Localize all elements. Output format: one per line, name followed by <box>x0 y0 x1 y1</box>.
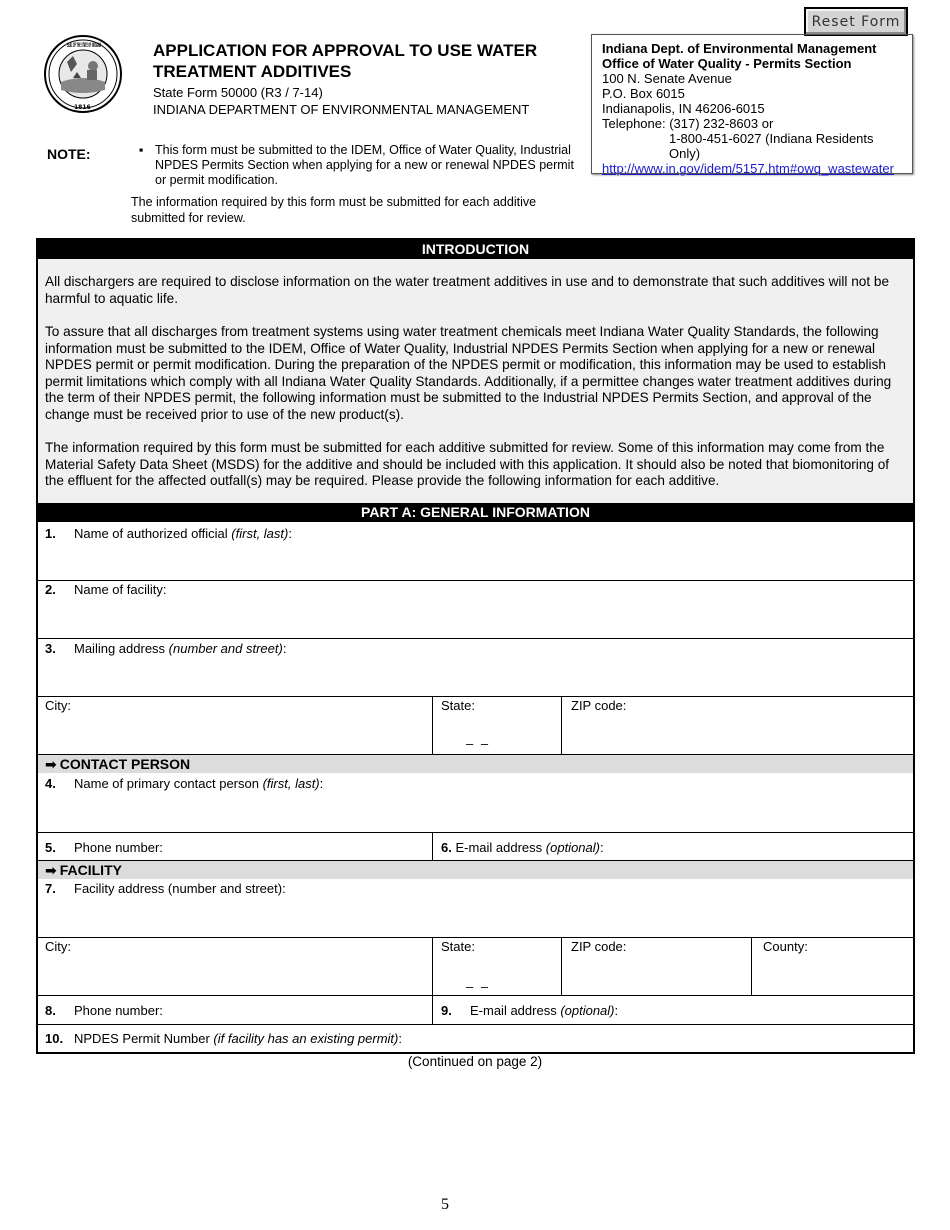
field-mailing-state[interactable] <box>441 698 475 713</box>
section-title: FACILITY <box>59 862 122 878</box>
note-item-1-text: This form must be submitted to the IDEM, Office of Water Quality, Industrial NPDES Permits Section when applying for a new or renewal NPDES permit or permit modification. <box>155 143 574 187</box>
seal-text-top: SEAL OF THE STATE OF INDIANA <box>67 42 102 49</box>
field-label: NPDES Permit Number <box>74 1031 214 1046</box>
divider <box>432 696 433 754</box>
divider <box>38 1024 913 1025</box>
field-label: Facility address (number and street): <box>74 881 286 896</box>
field-number: 1. <box>45 526 56 541</box>
note-item-2-text: The information required by this form must be submitted for each additive submitted for review. <box>131 195 537 225</box>
field-facility-phone[interactable] <box>45 1003 163 1018</box>
field-number: 6. <box>441 840 452 855</box>
field-colon: : <box>599 840 604 855</box>
field-label: Phone number: <box>74 1003 163 1018</box>
field-hint: (first, last) <box>231 526 289 541</box>
part-a-heading: PART A: GENERAL INFORMATION <box>38 503 913 522</box>
field-colon: : <box>398 1031 402 1046</box>
divider <box>561 937 562 995</box>
section-title: CONTACT PERSON <box>59 756 191 772</box>
contact-person-heading <box>38 755 913 773</box>
field-label: City: <box>45 698 71 713</box>
introduction-heading: INTRODUCTION <box>38 240 913 259</box>
field-label: ZIP code: <box>571 698 627 713</box>
form-title: APPLICATION FOR APPROVAL TO USE WATER TREATMENT ADDITIVES <box>153 41 538 81</box>
arrow-right-icon: ➡ <box>45 757 57 773</box>
divider <box>751 937 752 995</box>
note-item-2 <box>131 195 571 226</box>
agency-phone-tollfree: 1-800-451-6027 (Indiana Residents Only) <box>669 131 874 161</box>
field-facility-zip[interactable] <box>571 939 626 954</box>
field-number: 9. <box>441 1003 452 1018</box>
field-number: 7. <box>45 881 56 896</box>
form-id: State Form 50000 (R3 / 7-14) <box>153 85 323 100</box>
divider <box>432 937 433 995</box>
field-authorized-official[interactable] <box>45 526 292 541</box>
divider <box>38 696 913 697</box>
note-item-1 <box>139 143 579 188</box>
field-mailing-zip[interactable] <box>571 698 626 713</box>
divider <box>38 832 913 833</box>
field-label: ZIP code: <box>571 939 627 954</box>
seal-year: 1816 <box>74 104 91 111</box>
field-colon: : <box>614 1003 619 1018</box>
form-body <box>36 238 915 1054</box>
field-facility-city[interactable] <box>45 939 71 954</box>
field-contact-email[interactable] <box>441 840 604 857</box>
facility-heading <box>38 861 913 879</box>
agency-website-link[interactable]: http://www.in.gov/idem/5157.htm#owq_wastewater <box>602 161 894 176</box>
field-hint: (first, last) <box>262 776 320 791</box>
divider <box>432 995 433 1024</box>
page-number: 5 <box>441 1196 449 1213</box>
field-number: 3. <box>45 641 56 656</box>
field-colon: : <box>288 526 292 541</box>
field-number: 2. <box>45 582 56 597</box>
note-label: NOTE: <box>47 146 91 162</box>
state-select-value[interactable]: – – <box>466 979 491 994</box>
field-facility-email[interactable] <box>441 1003 618 1018</box>
arrow-right-icon: ➡ <box>45 863 57 879</box>
divider <box>561 696 562 754</box>
field-primary-contact[interactable] <box>45 776 323 791</box>
field-number: 10. <box>45 1031 64 1046</box>
field-label: City: <box>45 939 71 954</box>
field-mailing-city[interactable] <box>45 698 71 713</box>
field-colon: : <box>282 641 287 656</box>
field-label: Phone number: <box>74 840 163 855</box>
field-label: Name of facility: <box>74 582 167 597</box>
field-facility-name[interactable] <box>45 582 166 597</box>
reset-form-button[interactable]: Reset Form <box>804 7 908 36</box>
field-facility-address[interactable] <box>45 881 286 896</box>
field-hint: (optional) <box>560 1003 615 1018</box>
divider <box>38 580 913 581</box>
agency-phone: Telephone: (317) 232-8603 or <box>602 116 774 131</box>
department-name: INDIANA DEPARTMENT OF ENVIRONMENTAL MANAGEMENT <box>153 102 530 117</box>
agency-address-street: 100 N. Senate Avenue <box>602 71 732 86</box>
field-label: Name of primary contact person <box>74 776 263 791</box>
field-number: 4. <box>45 776 56 791</box>
divider <box>38 638 913 639</box>
field-label: State: <box>441 939 475 954</box>
field-number: 8. <box>45 1003 56 1018</box>
field-number: 5. <box>45 840 56 855</box>
agency-name: Indiana Dept. of Environmental Management <box>602 41 877 56</box>
agency-address-po: P.O. Box 6015 <box>602 86 685 101</box>
state-seal-logo <box>43 34 123 114</box>
divider <box>38 937 913 938</box>
field-facility-county[interactable] <box>763 939 808 954</box>
divider <box>432 832 433 860</box>
introduction-section <box>38 259 913 503</box>
field-facility-state[interactable] <box>441 939 475 954</box>
field-npdes-permit-number[interactable] <box>45 1031 402 1046</box>
bullet-icon: ▪ <box>139 143 144 157</box>
state-select-value[interactable]: – – <box>466 736 491 751</box>
intro-paragraph-3: The information required by this form must be submitted for each additive submitted for review. Some of this information may come from the Material Safety Data Sheet (MSDS) for the additive and should be included with this application. It should also be noted that biomonitoring of the effluent for the affected outfall(s) may be required. Please provide the following information for each additive. <box>45 440 890 488</box>
agency-office: Office of Water Quality - Permits Section <box>602 56 852 71</box>
field-hint: (number and street) <box>168 641 283 656</box>
field-label: County: <box>763 939 808 954</box>
field-hint: (optional) <box>545 840 600 855</box>
field-label: State: <box>441 698 475 713</box>
field-label: E-mail address <box>455 840 546 855</box>
agency-address-city: Indianapolis, IN 46206-6015 <box>602 101 765 116</box>
field-colon: : <box>319 776 324 791</box>
field-hint: (if facility has an existing permit) <box>213 1031 399 1046</box>
field-contact-phone[interactable] <box>45 840 163 855</box>
field-label: Mailing address <box>74 641 169 656</box>
intro-paragraph-1: All dischargers are required to disclose information on the water treatment additives in use and to demonstrate that such additives will not be harmful to aquatic life. <box>45 274 890 306</box>
field-mailing-address[interactable] <box>45 641 286 656</box>
intro-paragraph-2: To assure that all discharges from treatment systems using water treatment chemicals meet Indiana Water Quality Standards, the following information must be submitted to the IDEM, Office of Water Quality, Industrial NPDES Permits Section when applying for a new or renewal NPDES permit or permit modification. During the preparation of the NPDES permit or modification, this information may be used to establish permit limitations which comply with all Indiana Water Quality Standards. Additionally, if a permittee changes water treatment additives during the term of their NPDES permit, the following information must be submitted to the Industrial NPDES Permits Section, and approval of the change must be received prior to use of the new product(s). <box>45 324 892 422</box>
field-label: Name of authorized official <box>74 526 232 541</box>
agency-contact-box <box>591 34 913 174</box>
continued-note: (Continued on page 2) <box>407 1054 543 1069</box>
field-label: E-mail address <box>470 1003 561 1018</box>
divider <box>38 995 913 996</box>
